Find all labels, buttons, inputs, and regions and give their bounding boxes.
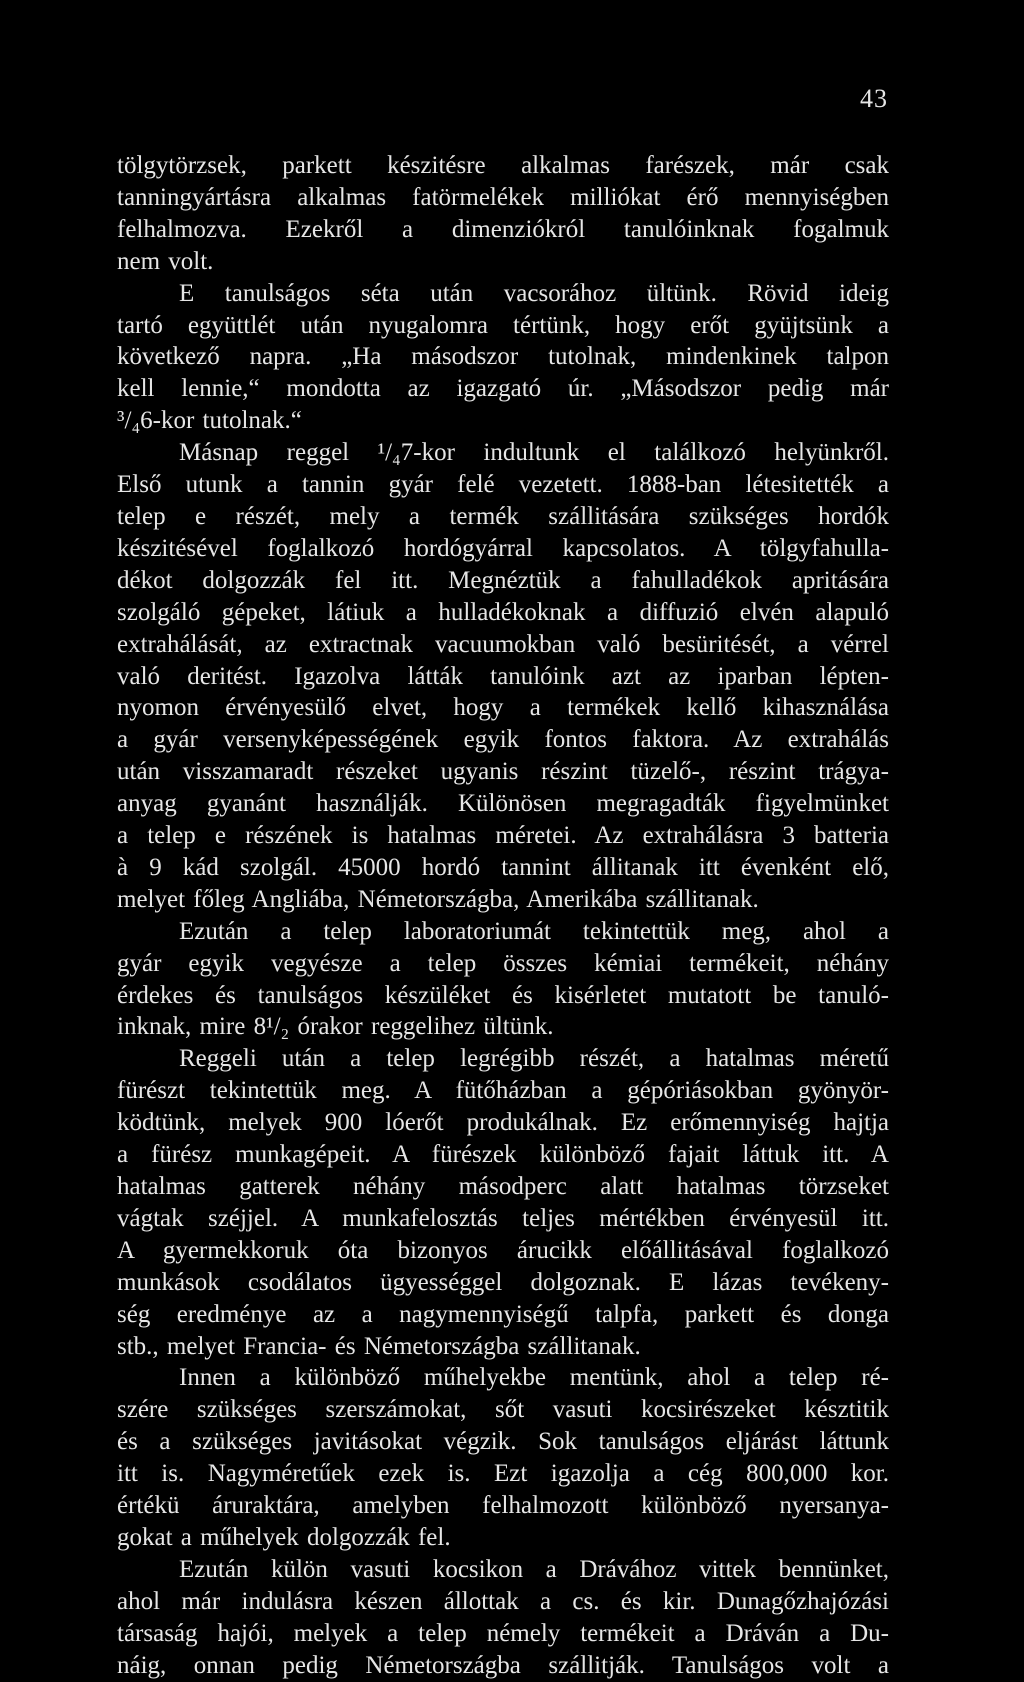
text-line: ³/₄6-kor tutolnak.“ xyxy=(117,407,302,435)
text-line: nyomon érvényesülő elvet, hogy a termékek kellő kihasználása xyxy=(117,694,889,722)
text-line: felhalmozva. Ezekről a dimenziókról tanulóinknak fogalmuk xyxy=(117,215,889,243)
text-line: munkások csodálatos ügyességgel dolgoznak. E lázas tevékeny- xyxy=(117,1268,889,1296)
text-line: gyár egyik vegyésze a telep összes kémiai termékeit, néhány xyxy=(117,949,889,977)
text-line: a gyár versenyképességének egyik fontos faktora. Az extrahálás xyxy=(117,726,889,754)
text-line: és a szükséges javitásokat végzik. Sok tanulságos eljárást láttunk xyxy=(117,1428,889,1456)
text-line: társaság hajói, melyek a telep némely termékeit a Dráván a Du- xyxy=(117,1619,889,1647)
paragraph xyxy=(117,150,889,278)
text-line: következő napra. „Ha másodszor tutolnak, mindenkinek talpon xyxy=(117,343,889,371)
text-line: extrahálását, az extractnak vacuumokban való besüritését, a vérrel xyxy=(117,630,889,658)
text-line: hatalmas gatterek néhány másodperc alatt hatalmas törzseket xyxy=(117,1173,889,1200)
text-line: érdekes és tanulságos készüléket és kisérletet mutatott be tanuló- xyxy=(117,981,889,1009)
paragraph xyxy=(117,1362,889,1553)
text-line: Első utunk a tannin gyár felé vezetett. 1888-ban létesitették a xyxy=(117,471,889,499)
text-line: kell lennie,“ mondotta az igazgató úr. „Másodszor pedig már xyxy=(117,375,889,403)
text-line: à 9 kád szolgál. 45000 hordó tannint állitanak itt évenként elő, xyxy=(117,853,889,881)
text-line: a fürész munkagépeit. A fürészek különböző fajait láttuk itt. A xyxy=(117,1141,889,1169)
text-line: melyet főleg Angliába, Németországba, Amerikába szállitanak. xyxy=(117,885,759,913)
text-line: értékü áruraktára, amelyben felhalmozott különböző nyersanya- xyxy=(117,1492,889,1520)
text-line: vágtak széjjel. A munkafelosztás teljes mértékben érvényesül itt. xyxy=(117,1204,889,1232)
text-line: szére szükséges szerszámokat, sőt vasuti kocsirészeket késztitik xyxy=(117,1396,889,1424)
text-line: Ezután külön vasuti kocsikon a Drávához vittek bennünket, xyxy=(179,1555,889,1583)
text-line: való deritést. Igazolva látták tanulóink azt az iparban lépten- xyxy=(117,662,889,690)
page-number: 43 xyxy=(860,84,888,113)
text-line: Ezután a telep laboratoriumát tekintettük meg, ahol a xyxy=(179,917,889,945)
paragraph xyxy=(117,1554,889,1682)
text-line: Innen a különböző műhelyekbe mentünk, ahol a telep ré- xyxy=(179,1364,889,1392)
text-line: tanningyártásra alkalmas fatörmelékek milliókat érő mennyiségben xyxy=(117,183,889,211)
text-line: itt is. Nagyméretűek ezek is. Ezt igazolja a cég 800,000 kor. xyxy=(117,1460,889,1488)
text-line: telep e részét, mely a termék szállitására szükséges hordók xyxy=(117,502,889,530)
text-line: gokat a műhelyek dolgozzák fel. xyxy=(117,1523,451,1551)
text-line: szolgáló gépeket, látiuk a hulladékoknak a diffuzió elvén alapuló xyxy=(117,598,889,626)
text-line: dékot dolgozzák fel itt. Megnéztük a fahulladékok apritására xyxy=(117,566,889,594)
text-line: inknak, mire 8¹/₂ órakor reggelihez ültünk. xyxy=(117,1013,554,1041)
text-line: E tanulságos séta után vacsorához ültünk. Rövid ideig xyxy=(179,279,889,307)
text-line: ködtünk, melyek 900 lóerőt produkálnak. Ez erőmennyiség hajtja xyxy=(117,1109,889,1137)
text-line: stb., melyet Francia- és Németországba szállitanak. xyxy=(117,1332,641,1360)
text-line: Reggeli után a telep legrégibb részét, a hatalmas méretű xyxy=(179,1045,889,1073)
text-line: után visszamaradt részeket ugyanis részint tüzelő-, részint trágya- xyxy=(117,758,889,786)
text-line: a telep e részének is hatalmas méretei. Az extrahálásra 3 batteria xyxy=(117,822,889,850)
text-line: fürészt tekintettük meg. A fütőházban a gépóriásokban gyönyör- xyxy=(117,1077,889,1105)
text-line: tölgytörzsek, parkett készitésre alkalmas farészek, már csak xyxy=(117,152,889,179)
text-line: ahol már indulásra készen állottak a cs. és kir. Dunagőzhajózási xyxy=(117,1587,889,1615)
text-line: anyag gyanánt használják. Különösen megragadták figyelmünket xyxy=(117,790,889,818)
text-line: ség eredménye az a nagymennyiségű talpfa, parkett és donga xyxy=(117,1300,889,1328)
text-line: készitésével foglalkozó hordógyárral kapcsolatos. A tölgyfahulla- xyxy=(117,534,889,562)
text-line: Másnap reggel ¹/₄7-kor indultunk el találkozó helyünkről. xyxy=(179,439,889,467)
text-line: A gyermekkoruk óta bizonyos árucikk előállitásával foglalkozó xyxy=(117,1236,889,1264)
text-line: náig, onnan pedig Németországba szállitják. Tanulságos volt a xyxy=(117,1651,889,1679)
text-line: nem volt. xyxy=(117,247,214,275)
paragraph xyxy=(117,437,889,916)
paragraph xyxy=(117,278,889,438)
paragraph xyxy=(117,916,889,1044)
body-text xyxy=(117,150,889,1682)
paragraph xyxy=(117,1043,889,1362)
text-line: tartó együttlét után nyugalomra tértünk, hogy erőt gyüjtsünk a xyxy=(117,311,889,339)
